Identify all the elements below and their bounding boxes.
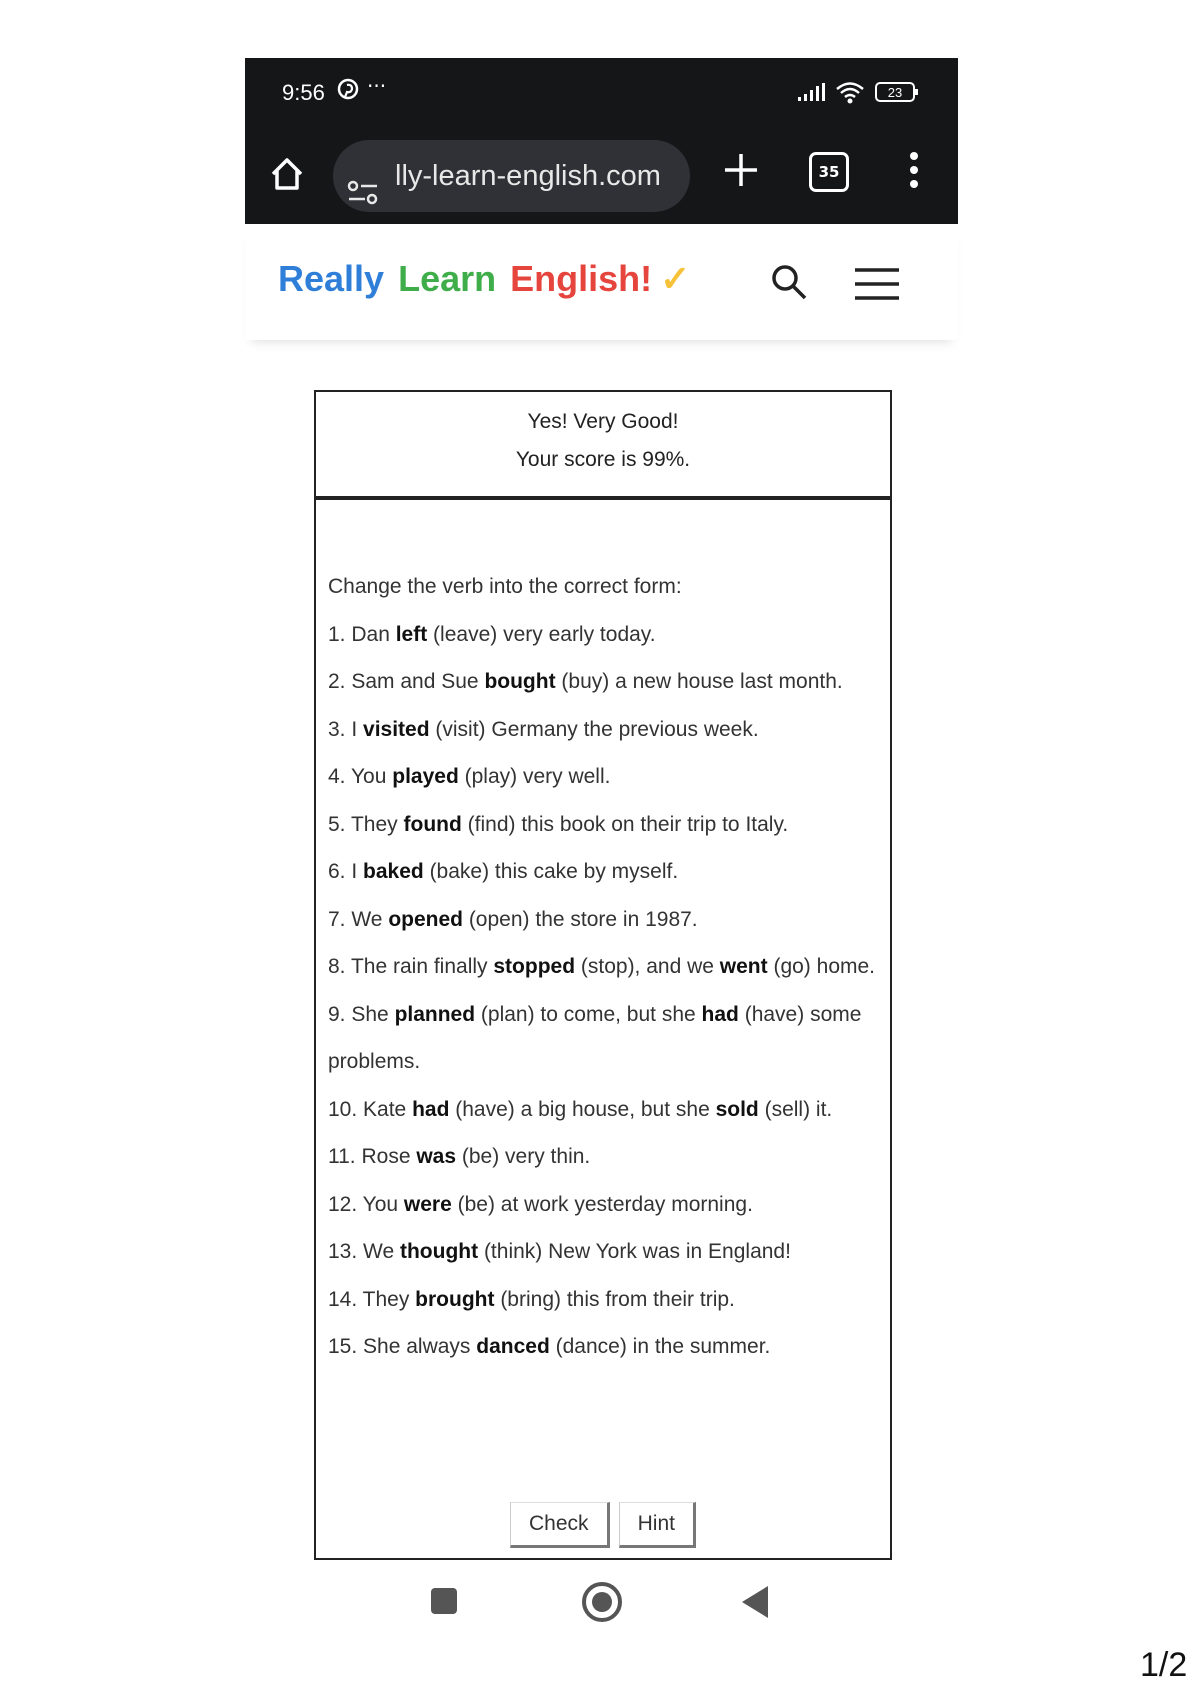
site-settings-icon[interactable] bbox=[347, 162, 379, 212]
question-text: (have) a big house, but she bbox=[449, 1097, 716, 1121]
battery-level: 23 bbox=[887, 85, 903, 100]
question-text: 12. You bbox=[328, 1192, 404, 1216]
result-panel bbox=[316, 392, 890, 500]
question-text: (plan) to come, but she bbox=[475, 1002, 702, 1026]
answer-word: visited bbox=[363, 717, 430, 741]
answer-word: had bbox=[701, 1002, 739, 1026]
question-text: (open) the store in 1987. bbox=[462, 907, 698, 931]
result-score: Your score is 99%. bbox=[515, 448, 691, 471]
question-text: 6. I bbox=[328, 860, 364, 883]
question-item bbox=[328, 1323, 878, 1371]
question-text: (stop), and we bbox=[575, 955, 720, 978]
question-text: 11. Rose bbox=[328, 1145, 417, 1168]
quiz-box bbox=[314, 390, 892, 1560]
address-bar[interactable] bbox=[333, 140, 690, 212]
new-tab-icon[interactable] bbox=[719, 148, 763, 192]
more-notifications-icon: ··· bbox=[367, 74, 387, 98]
question-text: 15. She always bbox=[328, 1335, 477, 1358]
browser-toolbar bbox=[245, 132, 958, 224]
question-text: 2. Sam and Sue bbox=[328, 670, 485, 693]
logo-word-english: English! bbox=[510, 258, 653, 299]
question-text: 8. The rain finally bbox=[328, 955, 494, 978]
answer-word: danced bbox=[476, 1335, 550, 1358]
answer-word: baked bbox=[363, 860, 424, 883]
answer-word: sold bbox=[715, 1097, 759, 1121]
tab-switcher-button[interactable]: 35 bbox=[809, 152, 849, 192]
answer-word: went bbox=[719, 955, 768, 978]
question-text: 14. They bbox=[328, 1287, 416, 1311]
hint-button[interactable]: Hint bbox=[619, 1502, 696, 1548]
question-text: (bake) this cake by myself. bbox=[423, 860, 679, 883]
site-header bbox=[245, 224, 958, 340]
answer-word: played bbox=[392, 765, 459, 788]
question-item bbox=[328, 1181, 878, 1229]
system-nav-bar bbox=[314, 1572, 892, 1632]
wifi-icon bbox=[835, 80, 865, 109]
quiz-instruction: Change the verb into the correct form: bbox=[328, 575, 682, 598]
logo-check-icon: ✓ bbox=[660, 258, 691, 299]
question-text: 10. Kate bbox=[328, 1097, 413, 1121]
question-list bbox=[328, 611, 878, 1371]
answer-word: brought bbox=[415, 1287, 495, 1311]
question-text: (bring) this from their trip. bbox=[494, 1287, 735, 1311]
result-message: Yes! Very Good! bbox=[527, 410, 679, 433]
question-text: (visit) Germany the previous week. bbox=[429, 717, 759, 741]
question-text: 7. We bbox=[328, 907, 389, 931]
question-item bbox=[328, 658, 878, 706]
site-logo[interactable] bbox=[278, 258, 690, 300]
question-item bbox=[328, 611, 878, 659]
question-text: 5. They bbox=[328, 812, 404, 836]
question-item bbox=[328, 1133, 878, 1181]
quiz-body bbox=[316, 500, 890, 1371]
question-text: 1. Dan bbox=[328, 622, 396, 646]
question-text: 3. I bbox=[328, 717, 364, 741]
question-text: (dance) in the summer. bbox=[549, 1335, 771, 1358]
question-item bbox=[328, 991, 878, 1086]
status-time: 9:56 bbox=[282, 80, 325, 105]
question-text: (find) this book on their trip to Italy. bbox=[461, 812, 789, 836]
question-text: (play) very well. bbox=[458, 765, 611, 788]
question-item bbox=[328, 1086, 878, 1134]
recents-icon[interactable] bbox=[431, 1588, 457, 1614]
hamburger-menu-icon[interactable] bbox=[853, 266, 901, 302]
back-icon[interactable] bbox=[742, 1586, 768, 1618]
answer-word: thought bbox=[399, 1240, 479, 1263]
question-item bbox=[328, 1276, 878, 1324]
question-text: (buy) a new house last month. bbox=[555, 670, 843, 693]
answer-word: had bbox=[412, 1097, 450, 1121]
question-item bbox=[328, 848, 878, 896]
answer-word: stopped bbox=[493, 955, 576, 978]
url-text[interactable]: lly-learn-english.com bbox=[395, 160, 661, 192]
search-icon[interactable] bbox=[769, 262, 809, 302]
question-text: (be) very thin. bbox=[456, 1145, 591, 1168]
signal-icon bbox=[797, 82, 827, 107]
answer-word: left bbox=[395, 622, 428, 646]
question-text: (sell) it. bbox=[758, 1097, 833, 1121]
answer-word: opened bbox=[388, 907, 463, 931]
question-item bbox=[328, 753, 878, 801]
question-item bbox=[328, 706, 878, 754]
logo-word-learn: Learn bbox=[398, 258, 497, 299]
question-item bbox=[328, 943, 878, 991]
home-nav-dot bbox=[592, 1592, 612, 1612]
battery-icon bbox=[875, 82, 921, 107]
home-icon[interactable] bbox=[267, 154, 307, 194]
question-item bbox=[328, 801, 878, 849]
answer-word: was bbox=[416, 1145, 457, 1168]
answer-word: planned bbox=[394, 1002, 476, 1026]
logo-word-really: Really bbox=[278, 258, 385, 299]
question-text: (be) at work yesterday morning. bbox=[451, 1192, 753, 1216]
status-bar bbox=[245, 58, 958, 132]
question-item bbox=[328, 1228, 878, 1276]
page-number: 1/2 bbox=[1140, 1646, 1188, 1684]
question-item bbox=[328, 896, 878, 944]
question-text: (leave) very early today. bbox=[427, 622, 656, 646]
question-text: (think) New York was in England! bbox=[478, 1240, 791, 1263]
question-text: 13. We bbox=[328, 1240, 400, 1263]
answer-word: were bbox=[403, 1192, 452, 1216]
question-text: 4. You bbox=[328, 765, 393, 788]
question-text: 9. She bbox=[328, 1002, 395, 1026]
phone-screen bbox=[245, 58, 958, 340]
answer-word: bought bbox=[484, 670, 556, 693]
pinterest-icon bbox=[337, 78, 359, 105]
answer-word: found bbox=[403, 812, 462, 836]
check-button[interactable]: Check bbox=[510, 1502, 610, 1548]
quiz-buttons bbox=[316, 1502, 890, 1548]
question-text: (go) home. bbox=[767, 955, 876, 978]
more-options-icon[interactable] bbox=[909, 150, 919, 190]
question-text: (have) some problems. bbox=[328, 1002, 862, 1073]
